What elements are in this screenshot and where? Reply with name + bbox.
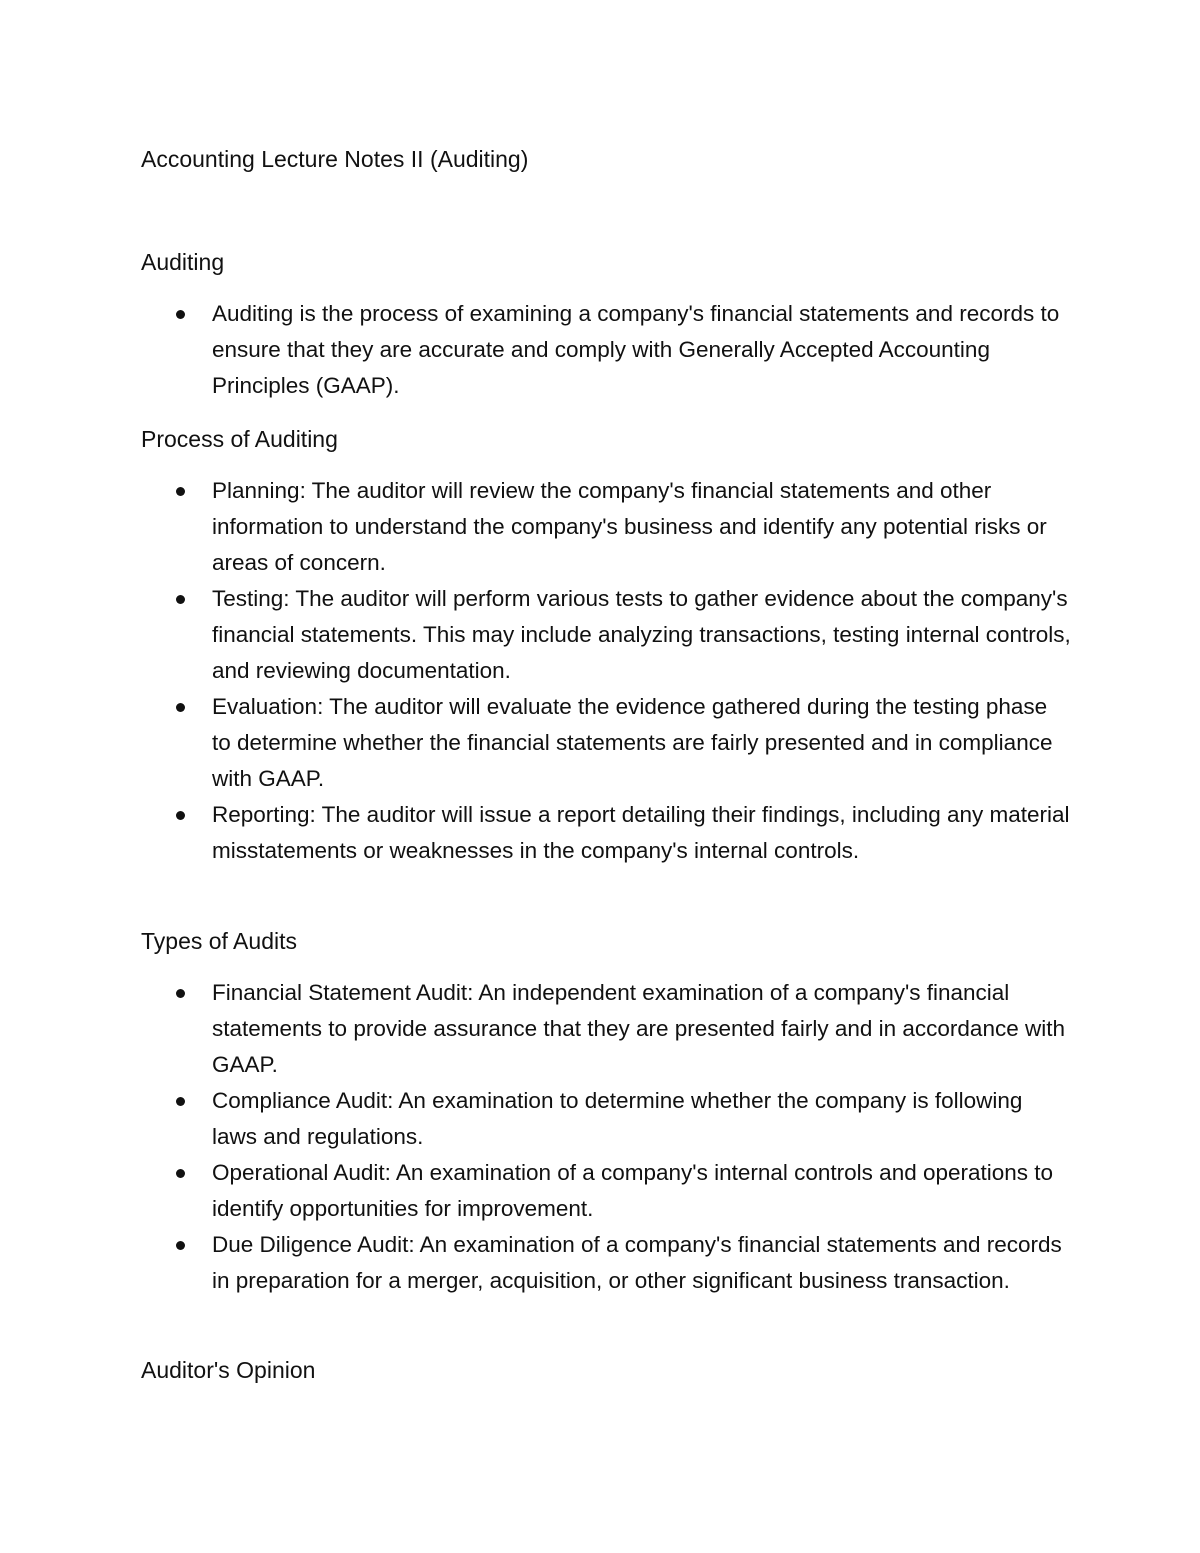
bullet-list (141, 975, 1071, 1299)
list-item (141, 797, 1071, 869)
list-item (141, 296, 1071, 404)
bullet-icon (176, 310, 185, 319)
section-auditing (141, 244, 1071, 404)
bullet-icon (176, 703, 185, 712)
bullet-icon (176, 1097, 185, 1106)
list-item-text: Testing: The auditor will perform various tests to gather evidence about the company's financial statements. This may include analyzing transactions, testing internal controls, and reviewing documentation. (212, 586, 1071, 683)
section-heading: Auditing (141, 249, 225, 275)
bullet-icon (176, 1169, 185, 1178)
list-item (141, 1227, 1071, 1299)
bullet-icon (176, 595, 185, 604)
list-item-text: Reporting: The auditor will issue a report detailing their findings, including any material misstatements or weaknesses in the company's internal controls. (212, 802, 1070, 863)
list-item (141, 473, 1071, 581)
bullet-list (141, 296, 1071, 404)
list-item-text: Evaluation: The auditor will evaluate the evidence gathered during the testing phase to determine whether the financial statements are fairly presented and in compliance with GAAP. (212, 694, 1053, 791)
list-item-text: Operational Audit: An examination of a company's internal controls and operations to identify opportunities for improvement. (212, 1160, 1054, 1221)
document-title: Accounting Lecture Notes II (Auditing) (141, 146, 529, 172)
list-item-text: Compliance Audit: An examination to determine whether the company is following laws and regulations. (212, 1088, 1023, 1149)
list-item-text: Auditing is the process of examining a company's financial statements and records to ensure that they are accurate and comply with Generally Accepted Accounting Principles (GAAP). (212, 301, 1060, 398)
bullet-list (141, 473, 1071, 869)
bullet-icon (176, 811, 185, 820)
list-item-text: Planning: The auditor will review the company's financial statements and other information to understand the company's business and identify any potential risks or areas of concern. (212, 478, 1047, 575)
list-item (141, 1155, 1071, 1227)
list-item-text: Financial Statement Audit: An independent examination of a company's financial statements to provide assurance that they are presented fairly and in accordance with GAAP. (212, 980, 1065, 1077)
list-item-text: Due Diligence Audit: An examination of a company's financial statements and records in preparation for a merger, acquisition, or other significant business transaction. (212, 1232, 1062, 1293)
bullet-icon (176, 1241, 185, 1250)
bullet-icon (176, 989, 185, 998)
section-heading: Process of Auditing (141, 426, 338, 452)
section-types-of-audits (141, 923, 1071, 1299)
section-heading: Types of Audits (141, 928, 297, 954)
section-auditors-opinion (141, 1352, 1071, 1404)
list-item (141, 689, 1071, 797)
section-heading: Auditor's Opinion (141, 1357, 316, 1383)
list-item (141, 1083, 1071, 1155)
bullet-icon (176, 487, 185, 496)
list-item (141, 581, 1071, 689)
list-item (141, 975, 1071, 1083)
section-process-of-auditing (141, 421, 1071, 869)
